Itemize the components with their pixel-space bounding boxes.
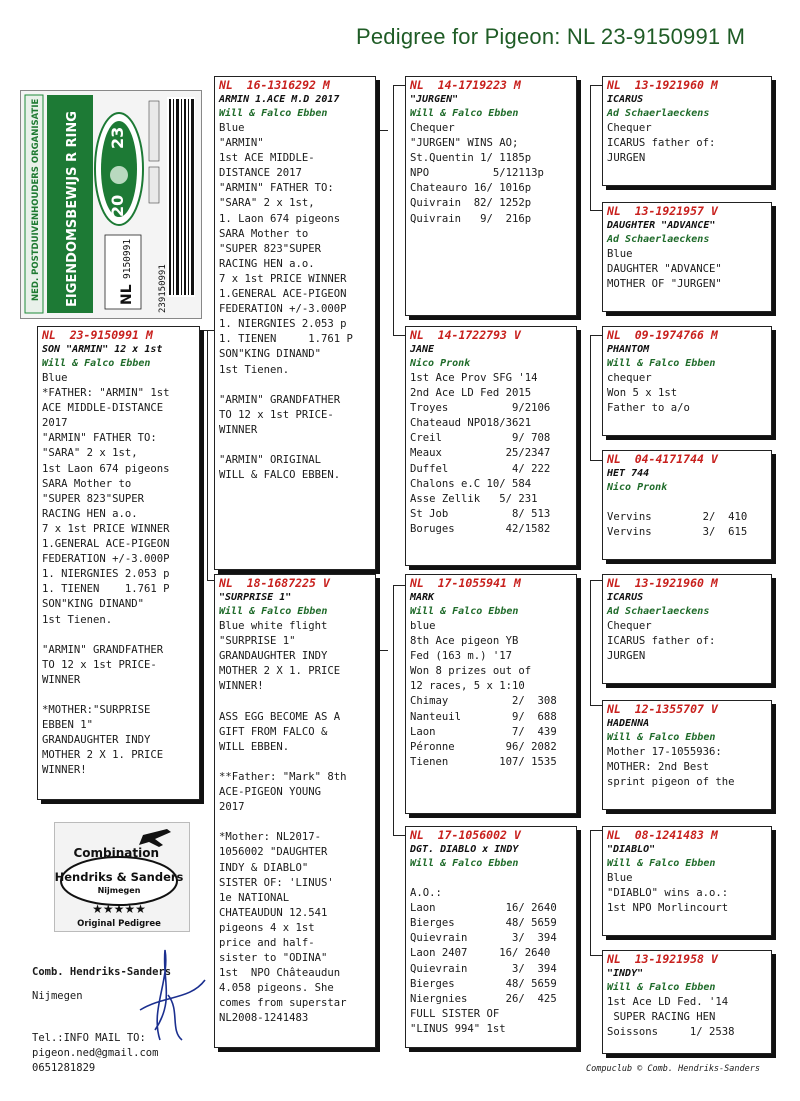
connector-line	[590, 580, 602, 581]
pigeon-notes	[607, 995, 767, 1040]
pigeon-note-line: Quivrain 82/ 1252p	[410, 197, 532, 210]
ring-number: NL 13-1921960 M	[607, 576, 718, 590]
contact-label: Tel.:INFO MAIL TO:	[32, 1032, 146, 1044]
pigeon-notes	[410, 619, 572, 770]
pigeon-notes	[607, 745, 767, 790]
pigeon-note-line: chequer	[607, 372, 652, 384]
pigeon-breeder: Nico Pronk	[410, 358, 471, 369]
pigeon-note-line: FEDERATION +/-3.000P	[42, 553, 170, 566]
pigeon-name: "INDY"	[607, 968, 644, 979]
pigeon-note-line: EBBEN 1"	[42, 719, 94, 732]
contact-email[interactable]: pigeon.ned@gmail.com	[32, 1047, 159, 1059]
pigeon-note-line: Tienen 107/ 1535	[410, 755, 557, 768]
pigeon-card-dd[interactable]	[405, 826, 577, 1048]
pigeon-note-line: NL2008-1241483	[219, 1012, 309, 1025]
pigeon-note-line: DAUGHTER "ADVANCE"	[607, 263, 722, 276]
connector-line	[590, 955, 602, 956]
pigeon-note-line: Duffel 4/ 222	[410, 462, 551, 475]
pigeon-name: HADENNA	[607, 718, 650, 729]
pigeon-name: ICARUS	[607, 94, 644, 105]
pigeon-note-line: JURGEN	[607, 650, 646, 663]
pigeon-note-line: 1056002 "DAUGHTER	[219, 846, 328, 859]
plane-icon	[139, 829, 171, 847]
pigeon-note-line: 1st Tienen.	[42, 613, 113, 626]
pigeon-note-line	[219, 755, 371, 770]
pigeon-note-line: JURGEN	[607, 152, 646, 165]
pigeon-note-line	[607, 495, 767, 510]
pigeon-note-line: pigeons 4 x 1st	[219, 921, 315, 934]
pigeon-note-line: 1. NIERGNIES 2.053 p	[219, 318, 347, 331]
pigeon-note-line: 2017	[42, 417, 68, 430]
pigeon-note-line: TO 12 x 1st PRICE-	[219, 408, 334, 421]
pigeon-note-line: 1st NPO Morlincourt	[607, 902, 729, 915]
pigeon-card-ss[interactable]	[405, 76, 577, 316]
ring-band-text: EIGENDOMSBEWIJS R RING	[65, 111, 80, 307]
ring-certificate	[20, 90, 202, 319]
pigeon-note-line: Boruges 42/1582	[410, 522, 551, 535]
pigeon-note-line: Laon 16/ 2640	[410, 902, 557, 915]
connector-line	[393, 585, 405, 586]
pigeon-breeder: Ad Schaerlaeckens	[607, 108, 710, 119]
pigeon-note-line	[42, 628, 195, 643]
contact-phone: 0651281829	[32, 1062, 96, 1074]
pigeon-note-line: 1e NATIONAL	[219, 891, 290, 904]
pigeon-note-line: "ARMIN" GRANDFATHER	[42, 643, 164, 656]
pigeon-breeder: Will & Falco Ebben	[410, 606, 519, 617]
pigeon-note-line: Vervins 3/ 615	[607, 526, 748, 539]
pigeon-note-line: GRANDAUGHTER INDY	[42, 734, 151, 747]
pigeon-note-line: WINNER!	[219, 680, 264, 693]
logo-line4: Original Pedigree	[77, 919, 161, 929]
barcode-icon	[167, 97, 195, 297]
pigeon-note-line: 1st Ace Prov SFG '14	[410, 372, 538, 384]
pigeon-note-line: MOTHER 2 X 1. PRICE	[219, 665, 341, 678]
pigeon-note-line: Blue	[607, 872, 633, 884]
pigeon-breeder: Will & Falco Ebben	[219, 606, 328, 617]
pigeon-note-line: SARA Mother to	[42, 477, 132, 490]
pigeon-card-sd[interactable]	[405, 326, 577, 566]
pigeon-breeder: Will & Falco Ebben	[607, 858, 716, 869]
pigeon-note-line: TO 12 x 1st PRICE-	[42, 658, 157, 671]
owner-name: Comb. Hendriks-Sanders	[32, 966, 172, 978]
pigeon-note-line: comes from superstar	[219, 997, 347, 1010]
pigeon-note-line: DISTANCE 2017	[219, 167, 302, 180]
pigeon-note-line: Laon 7/ 439	[410, 725, 557, 738]
pigeon-note-line: WINNER!	[42, 764, 87, 777]
pigeon-note-line: blue	[410, 620, 436, 632]
pigeon-card-sire[interactable]	[214, 76, 376, 570]
pigeon-note-line: MOTHER 2 X 1. PRICE	[42, 749, 164, 762]
pigeon-note-line: "ARMIN" GRANDFATHER	[219, 393, 341, 406]
pigeon-note-line: Blue white flight	[219, 620, 328, 632]
pigeon-card-dam[interactable]	[214, 574, 376, 1048]
pigeon-name: MARK	[410, 592, 435, 603]
pigeon-note-line: St Job 8/ 513	[410, 507, 551, 520]
pigeon-note-line: 1.GENERAL ACE-PIGEON	[219, 288, 347, 301]
pigeon-note-line: "JURGEN" WINS AO;	[410, 137, 519, 150]
pigeon-card-sds[interactable]	[602, 326, 772, 436]
pigeon-note-line: SON"KING DINAND"	[219, 348, 322, 361]
pigeon-note-line: Blue	[607, 248, 633, 260]
pigeon-note-line: 1st Ace LD Fed. '14	[607, 996, 729, 1008]
pigeon-note-line	[410, 871, 572, 886]
pigeon-note-line: CHATEAUDUN 12.541	[219, 906, 328, 919]
pigeon-name: DAUGHTER "ADVANCE"	[607, 220, 716, 231]
pigeon-note-line: 1st ACE MIDDLE-	[219, 152, 315, 165]
pigeon-notes	[410, 121, 572, 227]
ring-number: NL 04-4171744 V	[607, 452, 718, 466]
pigeon-note-line: 1st NPO Châteaudun	[219, 967, 341, 980]
page-title: Pedigree for Pigeon: NL 23-9150991 M	[356, 24, 746, 49]
pigeon-card-subject[interactable]	[37, 326, 200, 800]
logo-graphic	[55, 823, 189, 931]
pigeon-note-line: "LINUS 994" 1st	[410, 1022, 506, 1035]
pigeon-notes	[219, 121, 371, 483]
pigeon-notes	[410, 871, 572, 1037]
pigeon-note-line: *FATHER: "ARMIN" 1st	[42, 387, 170, 400]
pigeon-note-line: Chequer	[607, 122, 652, 134]
pigeon-note-line: NPO 5/12113p	[410, 167, 544, 180]
pigeon-note-line: 1.GENERAL ACE-PIGEON	[42, 538, 170, 551]
pigeon-note-line: "SARA" 2 x 1st,	[42, 447, 138, 460]
copyright: Compuclub © Comb. Hendriks-Sanders	[586, 1064, 760, 1074]
pigeon-notes	[607, 121, 767, 166]
pigeon-note-line: *MOTHER:"SURPRISE	[42, 704, 151, 717]
pigeon-note-line: Chequer	[410, 122, 455, 134]
pigeon-note-line: "DIABLO" wins a.o.:	[607, 887, 729, 900]
pigeon-note-line: Creil 9/ 708	[410, 432, 551, 445]
pigeon-breeder: Will & Falco Ebben	[607, 732, 716, 743]
pigeon-name: ICARUS	[607, 592, 644, 603]
pigeon-note-line: Chalons e.C 10/ 584	[410, 477, 532, 490]
pigeon-name: "JURGEN"	[410, 94, 459, 105]
pigeon-note-line: Chimay 2/ 308	[410, 695, 557, 708]
pigeon-name: PHANTOM	[607, 344, 650, 355]
pigeon-name: "DIABLO"	[607, 844, 656, 855]
pigeon-note-line: FEDERATION +/-3.000P	[219, 303, 347, 316]
pigeon-breeder: Ad Schaerlaeckens	[607, 234, 710, 245]
ring-number: NL 14-1719223 M	[410, 78, 521, 92]
ring-number: NL 13-1921957 V	[607, 204, 718, 218]
pigeon-note-line: Niergnies 26/ 425	[410, 992, 557, 1005]
pigeon-name: SON "ARMIN" 12 x 1st	[42, 344, 163, 355]
pigeon-note-line: 1. TIENEN 1.761 P	[42, 583, 170, 596]
pigeon-breeder: Will & Falco Ebben	[410, 108, 519, 119]
pigeon-name: HET 744	[607, 468, 650, 479]
pigeon-note-line: FULL SISTER OF	[410, 1007, 500, 1020]
pigeon-note-line: *Mother: NL2017-	[219, 831, 322, 844]
pigeon-note-line: Mother 17-1055936:	[607, 746, 722, 758]
pigeon-note-line: ACE-PIGEON YOUNG	[219, 786, 322, 799]
ring-number: NL 14-1722793 V	[410, 328, 521, 342]
ring-number: NL 17-1056002 V	[410, 828, 521, 842]
pigeon-note-line: 7 x 1st PRICE WINNER	[219, 272, 347, 285]
pigeon-note-line: 4.058 pigeons. She	[219, 982, 334, 995]
pigeon-note-line: "SURPRISE 1"	[219, 635, 296, 648]
pigeon-note-line: Soissons 1/ 2538	[607, 1026, 735, 1039]
pigeon-note-line	[219, 438, 371, 453]
connector-line	[590, 830, 602, 831]
pigeon-note-line: sister to "ODINA"	[219, 952, 328, 965]
owner-city: Nijmegen	[32, 990, 83, 1002]
logo-line1: Combination	[73, 846, 159, 860]
pigeon-note-line: "ARMIN" FATHER TO:	[219, 182, 334, 195]
connector-line	[393, 585, 394, 835]
signature-icon	[120, 940, 210, 1050]
pigeon-notes	[410, 371, 572, 537]
ring-year-right: 23	[108, 126, 127, 149]
pigeon-note-line: Nanteuil 9/ 688	[410, 710, 557, 723]
pigeon-note-line	[42, 688, 195, 703]
pigeon-note-line	[219, 378, 371, 393]
pigeon-note-line: "ARMIN"	[219, 137, 264, 150]
pigeon-note-line: ICARUS father of:	[607, 635, 716, 648]
ring-org-text: NED. POSTDUIVENHOUDERS ORGANISATIE	[31, 98, 41, 301]
pigeon-note-line: WINNER	[219, 423, 258, 436]
pigeon-note-line: "ARMIN" ORIGINAL	[219, 454, 322, 467]
pigeon-breeder: Ad Schaerlaeckens	[607, 606, 710, 617]
connector-line	[376, 650, 388, 651]
pigeon-note-line: SARA Mother to	[219, 227, 309, 240]
pigeon-note-line: St.Quentin 1/ 1185p	[410, 152, 532, 165]
connector-line	[590, 705, 602, 706]
pigeon-notes	[219, 619, 371, 1027]
combination-logo	[54, 822, 190, 932]
pigeon-note-line: MOTHER OF "JURGEN"	[607, 278, 722, 291]
pigeon-card-ssd[interactable]	[602, 202, 772, 312]
pigeon-note-line: Troyes 9/2106	[410, 402, 551, 415]
pigeon-note-line: Péronne 96/ 2082	[410, 740, 557, 753]
ring-number: NL 12-1355707 V	[607, 702, 718, 716]
pigeon-notes	[607, 871, 767, 916]
pigeon-name: DGT. DIABLO x INDY	[410, 844, 519, 855]
pigeon-note-line: 2017	[219, 801, 245, 814]
pigeon-note-line: price and half-	[219, 936, 315, 949]
pigeon-card-dss[interactable]	[602, 574, 772, 684]
pigeon-card-dsd[interactable]	[602, 700, 772, 810]
pigeon-breeder: Nico Pronk	[607, 482, 668, 493]
pigeon-note-line: Laon 2407 16/ 2640	[410, 947, 551, 960]
connector-line	[590, 85, 591, 210]
pigeon-note-line: Asse Zellik 5/ 231	[410, 492, 538, 505]
pigeon-note-line: SISTER OF: 'LINUS'	[219, 876, 334, 889]
pigeon-note-line: RACING HEN a.o.	[219, 257, 315, 270]
logo-line2: Hendriks & Sanders	[55, 870, 184, 884]
pigeon-note-line: 12 races, 5 x 1:10	[410, 680, 525, 693]
pigeon-note-line: WILL EBBEN.	[219, 740, 290, 753]
pigeon-note-line: GRANDAUGHTER INDY	[219, 650, 328, 663]
pigeon-note-line	[219, 694, 371, 709]
pigeon-note-line: **Father: "Mark" 8th	[219, 770, 347, 783]
pigeon-card-ds[interactable]	[405, 574, 577, 814]
ring-number: 9150991	[122, 238, 133, 279]
connector-line	[590, 335, 602, 336]
pigeon-name: JANE	[410, 344, 435, 355]
pigeon-card-ddd[interactable]	[602, 950, 772, 1054]
pigeon-note-line: Blue	[219, 122, 245, 134]
connector-line	[590, 580, 591, 705]
pigeon-breeder: Will & Falco Ebben	[219, 108, 328, 119]
ring-number: NL 08-1241483 M	[607, 828, 718, 842]
pigeon-note-line: 7 x 1st PRICE WINNER	[42, 522, 170, 535]
pigeon-note-line: "SUPER 823"SUPER	[42, 492, 145, 505]
ring-barcode-number: 239150991	[158, 264, 168, 313]
ring-year-left: 20	[108, 194, 127, 217]
pigeon-breeder: Will & Falco Ebben	[607, 982, 716, 993]
pigeon-note-line: RACING HEN a.o.	[42, 507, 138, 520]
pigeon-note-line: Quievrain 3/ 394	[410, 932, 557, 945]
pigeon-note-line: 1. NIERGNIES 2.053 p	[42, 568, 170, 581]
ring-number: NL 13-1921958 V	[607, 952, 718, 966]
ring-number: NL 18-1687225 V	[219, 576, 330, 590]
connector-line	[590, 85, 602, 86]
pigeon-notes	[607, 495, 767, 540]
pigeon-note-line: SUPER RACING HEN	[607, 1011, 716, 1024]
pigeon-note-line: Quivrain 9/ 216p	[410, 212, 532, 225]
pigeon-note-line: Vervins 2/ 410	[607, 511, 748, 524]
connector-line	[590, 210, 602, 211]
ring-number: NL 17-1055941 M	[410, 576, 521, 590]
logo-line3: Nijmegen	[97, 886, 141, 895]
pigeon-note-line: WILL & FALCO EBBEN.	[219, 469, 341, 482]
connector-line	[207, 330, 208, 580]
connector-line	[393, 85, 394, 335]
pigeon-note-line: Fed (163 m.) '17	[410, 650, 513, 663]
pigeon-note-line: Blue	[42, 372, 68, 384]
pigeon-note-line: 1st Tienen.	[219, 363, 290, 376]
pigeon-card-dds[interactable]	[602, 826, 772, 936]
pigeon-note-line: MOTHER: 2nd Best	[607, 761, 710, 774]
pigeon-note-line: 2nd Ace LD Fed 2015	[410, 387, 532, 400]
pigeon-card-sss[interactable]	[602, 76, 772, 186]
connector-line	[590, 335, 591, 460]
ring-certificate-graphic	[21, 91, 201, 318]
pigeon-note-line: 8th Ace pigeon YB	[410, 635, 519, 648]
ring-number: NL 13-1921960 M	[607, 78, 718, 92]
pigeon-note-line: Chateaud NPO18/3621	[410, 417, 532, 430]
connector-line	[590, 830, 591, 955]
pigeon-note-line: sprint pigeon of the	[607, 776, 735, 789]
pigeon-name: "SURPRISE 1"	[219, 592, 292, 603]
pigeon-note-line: "SARA" 2 x 1st,	[219, 197, 315, 210]
pigeon-note-line: Father to a/o	[607, 402, 690, 415]
logo-stars: ★★★★★	[92, 902, 146, 916]
pigeon-notes	[607, 619, 767, 664]
pigeon-card-sdd[interactable]	[602, 450, 772, 560]
pigeon-note-line: INDY & DIABLO"	[219, 861, 309, 874]
connector-line	[376, 130, 388, 131]
pigeon-note-line: A.O.:	[410, 887, 442, 900]
pigeon-note-line: Bierges 48/ 5659	[410, 977, 557, 990]
pigeon-note-line: Won 8 prizes out of	[410, 665, 532, 678]
pigeon-breeder: Will & Falco Ebben	[410, 858, 519, 869]
pigeon-note-line: "SUPER 823"SUPER	[219, 242, 322, 255]
pigeon-note-line: Chequer	[607, 620, 652, 632]
pigeon-note-line: WINNER	[42, 673, 81, 686]
pigeon-breeder: Will & Falco Ebben	[42, 358, 151, 369]
pigeon-note-line: ACE MIDDLE-DISTANCE	[42, 402, 164, 415]
pigeon-note-line: ICARUS father of:	[607, 137, 716, 150]
connector-line	[393, 835, 405, 836]
pigeon-note-line: ASS EGG BECOME AS A	[219, 710, 341, 723]
pigeon-note-line: Meaux 25/2347	[410, 447, 551, 460]
pigeon-note-line: Quievrain 3/ 394	[410, 962, 557, 975]
pigeon-notes	[42, 371, 195, 779]
connector-line	[590, 460, 602, 461]
ring-number: NL 16-1316292 M	[219, 78, 330, 92]
pigeon-note-line: 1. TIENEN 1.761 P	[219, 333, 353, 346]
pigeon-notes	[607, 371, 767, 416]
ring-number: NL 09-1974766 M	[607, 328, 718, 342]
pigeon-note-line: 1st Laon 674 pigeons	[42, 462, 170, 475]
connector-line	[393, 335, 405, 336]
pigeon-notes	[607, 247, 767, 292]
pigeon-note-line: Won 5 x 1st	[607, 387, 678, 400]
pigeon-note-line: Bierges 48/ 5659	[410, 917, 557, 930]
pigeon-note-line	[219, 815, 371, 830]
pigeon-breeder: Will & Falco Ebben	[607, 358, 716, 369]
ring-country: NL	[119, 284, 135, 305]
pigeon-note-line: Chateauro 16/ 1016p	[410, 182, 532, 195]
ring-number: NL 23-9150991 M	[42, 328, 153, 342]
pigeon-note-line: SON"KING DINAND"	[42, 598, 145, 611]
pigeon-note-line: GIFT FROM FALCO &	[219, 725, 328, 738]
pigeon-name: ARMIN 1.ACE M.D 2017	[219, 94, 340, 105]
connector-line	[393, 85, 405, 86]
pigeon-note-line: "ARMIN" FATHER TO:	[42, 432, 157, 445]
pigeon-note-line: 1. Laon 674 pigeons	[219, 212, 341, 225]
